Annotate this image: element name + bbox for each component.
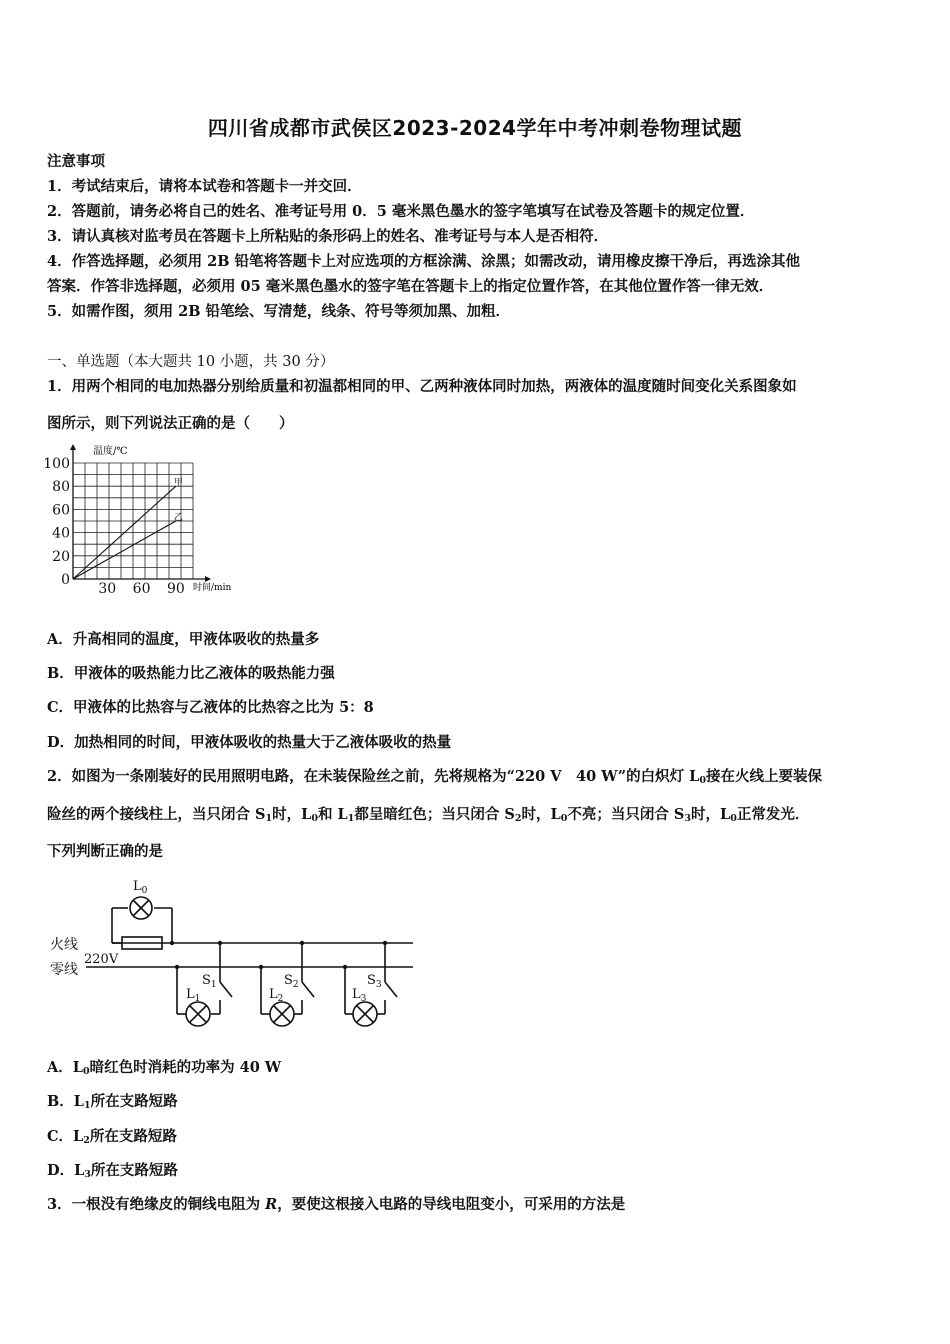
y-axis-arrow	[70, 444, 76, 450]
notice-item: 2．答题前，请务必将自己的姓名、准考证号用 0．5 毫米黑色墨水的签字笔填写在试卷及答题卡的规定位置．	[47, 203, 755, 220]
q2-stem-line3: 下列判断正确的是	[47, 843, 163, 860]
lamp-l1-label: $L_1$	[186, 987, 201, 1004]
q1-option-d: D．加热相同的时间，甲液体吸收的热量大于乙液体吸收的热量	[47, 734, 452, 751]
x-tick-label: 90	[166, 581, 185, 597]
q2-stem-line1: 2．如图为一条刚装好的民用照明电路，在未装保险丝之前，先将规格为“220 V 40 W”的白炽灯 $L_0$接在火线上要装保	[47, 768, 822, 786]
chart-xlabel: 时间/min	[193, 583, 232, 593]
y-tick-label: 60	[52, 502, 70, 519]
y-tick-label: 100	[43, 456, 70, 472]
series-line-2	[73, 521, 176, 579]
q1-stem: 1．用两个相同的电加热器分别给质量和初温都相同的甲、乙两种液体同时加热，两液体的温度随时间变化关系图象如	[47, 378, 797, 395]
q3-stem: 3．一根没有绝缘皮的铜线电阻为 R，要使这根接入电路的导线电阻变小，可采用的方法是	[47, 1196, 626, 1213]
q2-stem-line2: 险丝的两个接线柱上，当只闭合 $S_1$时，$L_0$和 $L_1$都呈暗红色；当只闭合 $S_2$时，$L_0$不亮；当只闭合 $S_3$时，$L_0$正常发光．	[47, 806, 810, 824]
q1-option-b: B．甲液体的吸热能力比乙液体的吸热能力强	[47, 665, 335, 682]
y-tick-label: 0	[61, 572, 70, 588]
switch-s3-label: $S_3$	[367, 973, 382, 990]
q1-temperature-chart	[40, 442, 250, 598]
neutral-label: 零线	[50, 962, 78, 978]
x-tick-label: 60	[132, 581, 151, 597]
q2-option-c: C．$L_2$所在支路短路	[47, 1128, 177, 1146]
q1-option-a: A．升高相同的温度，甲液体吸收的热量多	[47, 631, 320, 648]
q2-option-a: A．$L_0$暗红色时消耗的功率为 40 W	[47, 1059, 282, 1077]
x-axis-arrow	[205, 576, 211, 582]
chart-series	[73, 477, 183, 579]
notice-item: 答案．作答非选择题，必须用 05 毫米黑色墨水的签字笔在答题卡上的指定位置作答，在其他位置作答一律无效．	[47, 278, 774, 295]
notice-item: 3．请认真核对监考员在答题卡上所粘贴的条形码上的姓名、准考证号与本人是否相符．	[47, 228, 609, 245]
switch-s1-label: $S_1$	[202, 973, 217, 990]
series-label: 甲	[173, 478, 183, 489]
notice-item: 4．作答选择题，必须用 2B 铅笔将答题卡上对应选项的方框涂满、涂黑；如需改动，请用橡皮擦干净后，再选涂其他	[47, 253, 801, 270]
chart-ticks	[43, 456, 185, 597]
live-label: 火线	[50, 937, 78, 953]
notice-heading: 注意事项	[47, 153, 105, 170]
series-label: 乙	[173, 513, 183, 523]
q2-circuit-diagram	[40, 870, 430, 1038]
section-heading: 一、单选题（本大题共 10 小题，共 30 分）	[47, 354, 335, 370]
lamp-l0-label: $L_0$	[133, 879, 148, 896]
q2-option-d: D．$L_3$所在支路短路	[47, 1162, 178, 1180]
chart-ylabel: 温度/℃	[93, 446, 128, 457]
lamp-l2-label: $L_2$	[269, 987, 284, 1004]
y-tick-label: 80	[52, 479, 70, 496]
switch-s2-label: $S_2$	[284, 973, 299, 990]
voltage-label: 220V	[84, 952, 119, 967]
page-title: 四川省成都市武侯区2023-2024学年中考冲刺卷物理试题	[207, 116, 743, 140]
lamp-l3-label: $L_3$	[352, 987, 367, 1004]
chart-axes	[70, 444, 211, 582]
notice-item: 1．考试结束后，请将本试卷和答题卡一并交回．	[47, 178, 362, 195]
q2-option-b: B．$L_1$所在支路短路	[47, 1093, 178, 1111]
y-tick-label: 40	[52, 525, 70, 542]
q1-stem: 图所示，则下列说法正确的是（ ）	[47, 415, 294, 432]
notice-item: 5．如需作图，须用 2B 铅笔绘、写清楚，线条、符号等须加黑、加粗．	[47, 303, 511, 320]
y-tick-label: 20	[52, 548, 70, 565]
x-tick-label: 30	[98, 581, 117, 597]
q1-option-c: C．甲液体的比热容与乙液体的比热容之比为 5：8	[47, 699, 374, 716]
